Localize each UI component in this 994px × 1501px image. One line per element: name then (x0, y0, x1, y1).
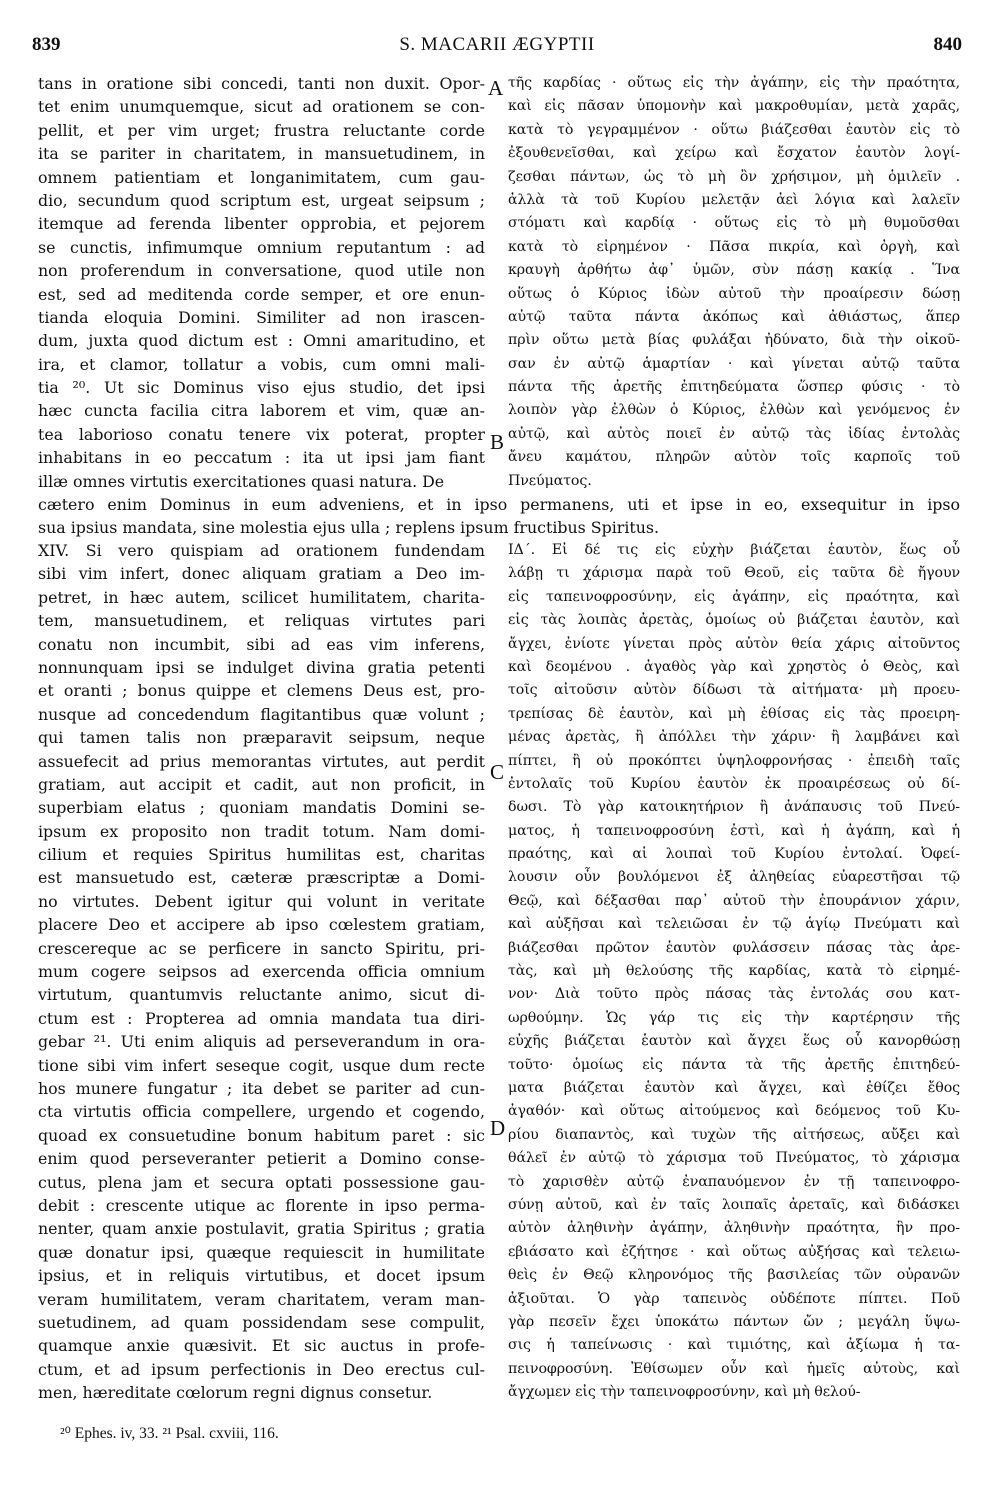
latin-column-bottom (38, 539, 485, 1404)
text-line: εὐχῆς βιάζεται ἑαυτὸν καὶ ἄγχει ἕως οὗ κανορθώσῃ (508, 1033, 960, 1050)
text-line: gebar ²¹. Uti enim aliquis ad perseverandum in ora- (38, 1032, 485, 1052)
text-line: σύνῃ αὐτοῦ, καὶ ἐν ταῖς λοιπαῖς ἀρεταῖς, καὶ διδάσκει (508, 1196, 960, 1213)
text-line: inhabitans in eo peccatum : ita ut ipsi jam fiant (38, 448, 485, 468)
text-line: πάντα τῆς ἀρετῆς ἐπιτηδεύματα ὥσπερ φύσις · τὸ (508, 379, 960, 396)
text-line: ἄνευ καμάτου, πληρῶν αὐτὸν τοῖς καρποῖς τοῦ (508, 449, 960, 466)
text-line: πρὶν οὕτω μετὰ βίας φυλάξαι ἠδύνατο, διὰ τὴν οἰκοῦ- (508, 332, 960, 349)
text-line: Πνεύματος. (508, 472, 592, 489)
text-line: καὶ αὐξῆσαι καὶ τελειῶσαι ἐν τῷ ἁγίῳ Πνεύματι καὶ (508, 916, 960, 933)
text-line: tans in oratione sibi concedi, tanti non duxit. Opor- (38, 74, 485, 93)
running-title: S. MACARII ÆGYPTII (399, 34, 595, 55)
text-line: gratiam, aut accipit et cadit, aut non proficit, in (38, 774, 485, 794)
text-line: tia ²⁰. Ut sic Dominus viso ejus studio, det ipsi (38, 378, 485, 398)
page-number-left: 839 (32, 34, 61, 55)
text-line: tianda eloquia Domini. Similiter ad non irascen- (38, 307, 485, 327)
text-line: qui tamen talis non præparavit seipsum, neque (38, 728, 485, 748)
text-line: ἀγαθόν· καὶ οὕτως αἰτούμενος καὶ δεόμενος τοῦ Κυ- (508, 1103, 960, 1120)
text-line: suetudinem, ad quam possidendam sese compulit, (38, 1312, 485, 1332)
text-line: nenter, quam anxie postulavit, gratia Spiritus ; gratia (38, 1219, 485, 1239)
text-line: οὕτως ὁ Κύριος ἰδὼν αὐτοῦ τὴν προαίρεσιν δώσῃ (508, 285, 960, 302)
text-line: XIV. Si vero quispiam ad orationem fundendam (38, 541, 485, 560)
text-line: petret, in hæc autem, scilicet humilitatem, charita- (38, 587, 485, 607)
text-line: non proferendum in conversatione, quod utile non (38, 261, 485, 281)
text-line: sua ipsius mandata, sine molestia ejus ulla ; replens ipsum fructibus Spiritus. (38, 518, 660, 538)
text-line: ἀλλὰ τὰ τοῦ Κυρίου μελετᾷν ἀεὶ λόγια καὶ λαλεῖν (508, 191, 960, 208)
text-line: conatu non incumbit, sibi ad eas vim inferens, (38, 634, 485, 654)
text-line: αὐτῷ, καὶ αὐτὸς ποιεῖ ἐν αὐτῷ τὰς ἰδίας ἐντολὰς (508, 425, 960, 442)
latin-column-top (38, 72, 485, 493)
text-line: εἰς τὰς λοιπὰς ἀρετὰς, ὁμοίως οὐ βιάζεται ἑαυτὸν, καὶ (508, 612, 960, 629)
text-line: placere Deo et accipere ab ipso cœlestem gratiam, (38, 915, 485, 935)
text-line: αὐτῷ ταῦτα πάντα ἀκόπως καὶ ἀθιάστως, ἅπερ (508, 308, 960, 325)
text-line: dum, juxta quod dictum est : Omni amaritudino, et (38, 331, 485, 351)
text-line: ἐντολαῖς τοῦ Κυρίου ἑαυτὸν ἐκ προαιρέσεως οὐ δί- (508, 775, 960, 792)
text-line: itemque ad ferenda libenter opprobia, et pejorem (38, 214, 485, 234)
text-line: τοῖς αἰτοῦσιν αὐτὸν δίδωσι τὰ αἰτήματα· μὴ προευ- (508, 682, 960, 699)
text-line: λάβῃ τι χάρισμα παρὰ τοῦ Θεοῦ, εἰς ταῦτα δὲ ἤγουν (508, 565, 960, 582)
text-line: crescereque ac se perficere in sancto Spiritu, pri- (38, 938, 485, 958)
text-line: μένας ἀρετὰς, ἢ ἀπόλλει τὴν χάριν· ἢ λαμβάνει καὶ (508, 729, 960, 746)
text-line: εἰς ταπεινοφροσύνην, εἰς ἀγάπην, εἰς πραότητα, καὶ (508, 588, 960, 605)
text-line: πίπτει, ἢ οὐ προκόπτει ὑψηλοφρονήσας · ἐπειδὴ ταῖς (508, 752, 960, 769)
text-line: cætero enim Dominus in eum adveniens, et in ipso permanens, uti et ipse in eo, exsequitur in ipso (38, 495, 960, 514)
text-line: quamque anxie quæsivit. Et sic auctus in profe- (38, 1336, 485, 1356)
text-line: se cunctis, infimumque omnium reputantum : ad (38, 237, 485, 257)
page-number-right: 840 (933, 34, 962, 55)
text-line: dio, secundum quod scriptum est, urgeat seipsum ; (38, 190, 485, 210)
text-line: βιάζεσθαι πρῶτον ἑαυτὸν φυλάσσειν πάσας τὰς ἀρε- (508, 939, 960, 956)
text-line: sibi vim infert, donec aliquam gratiam a Deo im- (38, 564, 485, 584)
text-line: καὶ εἰς πᾶσαν ὑπομονὴν καὶ μακροθυμίαν, μετὰ χαρᾶς, (508, 98, 960, 115)
text-line: virtutum, quantumvis reluctante animo, sicut di- (38, 985, 485, 1005)
greek-column-top (508, 72, 960, 493)
text-line: ωρθούμην. Ὡς γάρ τις εἰς τὴν καρτέρησιν τῆς (508, 1009, 960, 1026)
text-line: ματα βιάζεται ἑαυτὸν καὶ ἄγχει, καὶ ἐθίζει ἔθος (508, 1079, 960, 1096)
text-line: et oranti ; bonus quippe et clemens Deus est, pro- (38, 681, 485, 701)
section-marker-d: D (490, 1116, 506, 1140)
text-line: ipsum ex proposito non tradit totum. Nam domi- (38, 821, 485, 841)
text-line: κατὰ τὸ εἰρημένον · Πᾶσα πικρία, καὶ ὀργὴ, καὶ (508, 238, 960, 255)
text-line: καὶ δεομένου . ἀγαθὸς γὰρ καὶ χρηστὸς ὁ Θεὸς, καὶ (508, 658, 960, 675)
text-line: ΙΔ΄. Εἰ δέ τις εἰς εὐχὴν βιάζεται ἑαυτὸν, ἕως οὗ (508, 542, 960, 558)
text-line: ρίου διαπαντὸς, καὶ τυχὼν τῆς αἰτήσεως, αὔξει καὶ (508, 1126, 960, 1143)
text-line: ἐξουθενεῖσθαι, καὶ χείρω καὶ ἔσχατον ἑαυτὸν λογί- (508, 145, 960, 162)
text-line: est, sed ad meditenda corde semper, et ore enun- (38, 284, 485, 304)
text-line: quoad ex consuetudine bonum habitum paret : sic (38, 1125, 485, 1145)
text-line: nusque ad concedendum flagitantibus quæ volunt ; (38, 704, 485, 724)
text-line: τοῦτο· ὁμοίως εἰς πάντα τὰ τῆς ἀρετῆς ἐπιτηδεύ- (508, 1056, 960, 1073)
text-line: ἀξιοῦται. Ὁ γὰρ ταπεινὸς οὐδέποτε πίπτει. Ποῦ (508, 1290, 960, 1307)
section-marker-c: C (490, 760, 505, 784)
text-line: τὰς, καὶ μὴ θελούσης τῆς καρδίας, κατὰ τὸ εἰρημέ- (508, 963, 960, 980)
text-line: ipsius, et in reliquis virtutibus, et docet ipsum (38, 1266, 485, 1286)
text-line: hos munere fungatur ; ita debet se pariter ad cun- (38, 1078, 485, 1098)
text-line: πραότης, καὶ αἱ λοιπαὶ τοῦ Κυρίου ἐντολαί. Ὀφεί- (508, 846, 960, 863)
text-line: cilium et requies Spiritus humilitas est, charitas (38, 845, 485, 865)
text-line: veram humilitatem, veram charitatem, veram man- (38, 1289, 485, 1309)
text-line: κραυγὴ ἀρθήτω ἀφ᾽ ὑμῶν, σὺν πάσῃ κακίᾳ . Ἵνα (508, 262, 960, 279)
text-line: mum cogere seipsos ad exercenda officia omnium (38, 962, 485, 982)
text-line: tem, mansuetudinem, et reliquas virtutes pari (38, 611, 485, 631)
text-line: ματος, ἡ ταπεινοφροσύνη ἐστὶ, καὶ ἡ ἀγάπη, καὶ ἡ (508, 822, 960, 839)
text-line: ἄγχωμεν εἰς τὴν ταπεινοφροσύνην, καὶ μὴ θελού- (508, 1384, 861, 1401)
footnote: ²⁰ Ephes. iv, 33. ²¹ Psal. cxviii, 116. (60, 1425, 279, 1442)
text-line: ita se pariter in charitatem, in mansuetudinem, in (38, 144, 485, 164)
text-line: εβιάσατο καὶ ἐζήτησε · καὶ οὕτως αὐξήσας καὶ τελειω- (508, 1243, 960, 1260)
page-header (32, 34, 962, 60)
text-line: ctum, et ad ipsum perfectionis in Deo erectus cul- (38, 1359, 485, 1379)
text-line: cta virtutis officia compellere, urgendo et cogendo, (38, 1102, 485, 1122)
text-line: men, hæreditate cœlorum regni dignus consetur. (38, 1383, 433, 1403)
section-marker-b: B (490, 430, 505, 454)
text-line: θάλεῖ ἐν αὐτῷ τὸ χάρισμα τοῦ Πνεύματος, τὸ χάρισμα (508, 1150, 960, 1167)
text-line: nonnunquam ipsi se indulget divina gratia petenti (38, 657, 485, 677)
text-line: γὰρ πεσεῖν ἔχει ὑποκάτω πάντων ὤν ; μεγάλη ὕψω- (508, 1313, 960, 1330)
text-line: hæc cuncta facilia citra laborem et vim, quæ an- (38, 401, 485, 421)
text-line: δωσι. Τὸ γὰρ κατοικητήριον ἢ ἀνάπαυσις τοῦ Πνεύ- (508, 799, 960, 816)
text-line: νον· Διὰ τοῦτο πρὸς πάσας τὰς ἐντολάς σου κατ- (508, 986, 960, 1003)
text-line: τὸ χαρισθὲν αὐτῷ ἐναπαυόμενον ἐν τῇ ταπεινοφρο- (508, 1173, 960, 1190)
text-line: omnem patientiam et longanimitatem, cum gau- (38, 167, 485, 187)
text-line: σις ἡ ταπείνωσις · καὶ τιμιότης, καὶ ἀξίωμα ἡ τα- (508, 1337, 960, 1354)
text-line: ctum est : Propterea ad omnia mandata tua diri- (38, 1008, 485, 1028)
text-line: θεὶς ἐν Θεῷ κληρονόμος τῆς βασιλείας τῶν οὐρανῶν (508, 1267, 960, 1284)
text-line: ira, et clamor, tollatur a vobis, cum omni mali- (38, 354, 485, 374)
text-line: quæ donatur ipsi, quæque requiescit in humilitate (38, 1242, 485, 1262)
text-line: superbiam elatus ; quoniam mandatis Domini se- (38, 798, 485, 818)
section-marker-a: A (488, 76, 504, 100)
text-line: illæ omnes virtutis exercitationes quasi natura. De (38, 471, 445, 491)
full-width-latin (38, 493, 960, 540)
text-line: tea laborioso conatu tenere vix poterat, propter (38, 424, 485, 444)
text-line: λοιπὸν γὰρ ἐλθὼν ὁ Κύριος, ἐλθὼν καὶ γενόμενος ἐν (508, 402, 960, 419)
text-line: λουσιν οὖν βουλόμενοι ἐξ ἀληθείας εὐαρεστῆσαι τῷ (508, 869, 960, 886)
text-line: τῆς καρδίας · οὕτως εἰς τὴν ἀγάπην, εἰς τὴν πραότητα, (508, 75, 960, 91)
text-line: σαν ἐν αὐτῷ ἁμαρτίαν · καὶ γίνεται αὐτῷ ταῦτα (508, 355, 960, 372)
text-line: enim quod perseveranter petierit a Domino conse- (38, 1149, 485, 1169)
text-line: αὐτὸν ἀληθινὴν ἀγάπην, ἀληθινὴν πραότητα, ἣν προ- (508, 1220, 960, 1237)
text-line: στόματι καὶ καρδίᾳ · οὕτως εἰς τὸ μὴ θυμοῦσθαι (508, 215, 960, 232)
greek-column-bottom (508, 539, 960, 1404)
text-line: tione sibi vim infert seseque cogit, usque dum recte (38, 1055, 485, 1075)
text-line: debit : crescente utique ac florente in ipso perma- (38, 1195, 485, 1215)
text-line: τρεπίσας δὲ ἑαυτὸν, καὶ μὴ ἐθίσας εἰς τὰς προειρη- (508, 705, 960, 722)
text-line: ζεσθαι πάντων, ὡς τὸ μὴ ὂν χρήσιμον, μὴ ὁμιλεῖν . (508, 168, 960, 185)
text-line: κατὰ τὸ γεγραμμένον · οὕτω βιάζεσθαι ἑαυτὸν εἰς τὸ (508, 121, 960, 138)
text-line: πεινοφροσύνη. Ἐθίσωμεν οὖν καὶ ἡμεῖς αὐτοὺς, καὶ (508, 1360, 960, 1377)
text-line: no virtutes. Debent igitur qui volunt in veritate (38, 891, 485, 911)
text-line: ἄγχει, ἐνίοτε γίνεται πρὸς αὐτὸν θεία χάρις αἰτοῦντος (508, 635, 960, 652)
text-line: cutus, plena jam et secura optati possessione gau- (38, 1172, 485, 1192)
text-line: Θεῷ, καὶ δέξασθαι παρ᾽ αὐτοῦ τὴν ἐπουράνιον χάριν, (508, 892, 960, 909)
text-line: est mansuetudo est, cæteræ præscriptæ a Domi- (38, 868, 485, 888)
text-line: assuefecit ad prius memorantas virtutes, aut perdit (38, 751, 485, 771)
text-line: tet enim unumquemque, sicut ad orationem se con- (38, 97, 485, 117)
text-line: pellit, et per vim urget; frustra reluctante corde (38, 120, 485, 140)
